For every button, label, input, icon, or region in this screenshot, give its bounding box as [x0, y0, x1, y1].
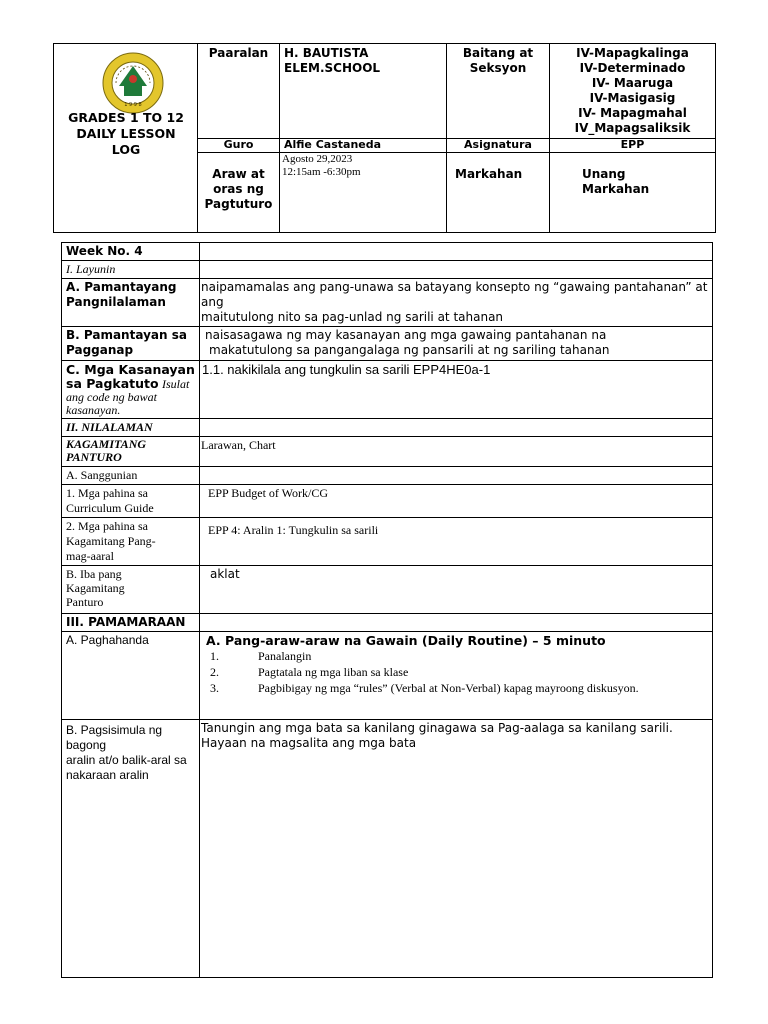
pamamaraan-empty	[200, 614, 713, 632]
guro-label: Guro	[198, 139, 280, 153]
week-label: Week No. 4	[62, 243, 200, 261]
markahan-label: Markahan	[447, 153, 550, 233]
time-line: 12:15am -6:30pm	[282, 166, 361, 178]
school-line: ELEM.SCHOOL	[284, 61, 381, 75]
quarter-line: Markahan	[582, 182, 650, 196]
list-item	[206, 680, 708, 696]
dll-title	[58, 110, 194, 158]
kasanayan-label	[62, 361, 200, 419]
label-line: Pagganap	[66, 343, 134, 357]
araw-line: Araw at	[212, 167, 265, 181]
text-line: maitutulong nito sa pag-unlad ng sarili at tahanan	[201, 310, 504, 324]
iba-label	[62, 566, 200, 614]
pagganap-text	[200, 327, 713, 361]
baitang-line: Baitang at	[462, 46, 534, 60]
section-item: IV- Mapagmahal	[578, 106, 687, 120]
araw-line: Pagtuturo	[204, 197, 273, 211]
section-item: IV-Mapagkalinga	[576, 46, 689, 60]
list-text: Panalangin	[258, 649, 312, 663]
pamantayang-label	[62, 279, 200, 327]
school-line: H. BAUTISTA	[284, 46, 369, 60]
araw-label	[198, 153, 280, 233]
pagganap-label	[62, 327, 200, 361]
layunin-empty	[200, 261, 713, 279]
list-text: Pagbibigay ng mga “rules” (Verbal at Non-Verbal) kapag mayroong diskusyon.	[258, 681, 639, 695]
asignatura-label: Asignatura	[447, 139, 550, 153]
sanggunian-empty	[200, 467, 713, 485]
pagsisimula-text	[200, 720, 713, 978]
label-line: Pangnilalaman	[66, 295, 166, 309]
pamamaraan-heading: III. PAMAMARAAN	[62, 614, 200, 632]
school-cell	[280, 44, 447, 139]
label-line: 2. Mga pahina sa	[66, 519, 148, 533]
sections-cell	[550, 44, 716, 139]
text-line: naisasagawa ng may kasanayan ang mga gawaing pantahanan na	[205, 328, 607, 342]
week-value	[200, 243, 713, 261]
label-line: aralin at/o balik-aral sa	[66, 753, 187, 767]
paghahanda-content	[200, 632, 713, 720]
title-line: LOG	[111, 142, 141, 157]
label-line: nakaraan aralin	[66, 768, 149, 782]
araw-line: oras ng	[213, 182, 264, 196]
list-item	[206, 664, 708, 680]
date-time-cell	[280, 153, 447, 233]
quarter-line: Unang	[582, 167, 626, 181]
teacher-name: Alfie Castaneda	[280, 139, 447, 153]
label-line: A. Pamantayang	[66, 280, 177, 294]
section-item: IV-Masigasig	[589, 91, 676, 105]
sanggunian-label: A. Sanggunian	[62, 467, 200, 485]
list-item	[206, 648, 708, 664]
iba-text: aklat	[200, 566, 713, 614]
section-item: IV_Mapagsaliksik	[574, 121, 691, 135]
label-line: B. Pagsisimula ng bagong	[66, 723, 163, 752]
label-line: Kagamitang Pang-	[66, 534, 156, 548]
routine-list	[206, 648, 708, 696]
section-item: IV-Determinado	[579, 61, 686, 75]
routine-title: A. Pang-araw-araw na Gawain (Daily Routine) – 5 minuto	[206, 633, 606, 648]
text-line: makatutulong sa pangangalaga ng pansarili at ng sariling tahanan	[209, 343, 610, 357]
text-line: Hayaan na magsalita ang mga bata	[201, 736, 417, 750]
nilalaman-heading: II. NILALAMAN	[62, 419, 200, 437]
baitang-label	[447, 44, 550, 139]
label-line: Panturo	[66, 595, 104, 609]
label-line: Curriculum Guide	[66, 501, 154, 515]
header-table	[53, 43, 716, 233]
layunin-heading: I. Layunin	[62, 261, 200, 279]
list-num: 2.	[210, 665, 219, 679]
text-line: Tanungin ang mga bata sa kanilang ginagawa sa Pag-aalaga sa kanilang sarili.	[201, 721, 673, 735]
section-item: IV- Maaruga	[591, 76, 674, 90]
paghahanda-label: A. Paghahanda	[62, 632, 200, 720]
kasanayan-note: Isulat ang code ng bawat kasanayan.	[66, 377, 190, 417]
curriculum-text: EPP Budget of Work/CG	[200, 485, 713, 518]
label-line: B. Pamantayan sa	[66, 328, 187, 342]
baitang-line: Seksyon	[469, 61, 527, 75]
paaralan-label-text: Paaralan	[208, 46, 269, 60]
title-line: DAILY LESSON	[76, 126, 176, 141]
kagamitang-pang-label	[62, 518, 200, 566]
pamantayang-text	[200, 279, 713, 327]
label-line: B. Iba pang	[66, 567, 122, 581]
kagamitang-pang-text: EPP 4: Aralin 1: Tungkulin sa sarili	[200, 518, 713, 566]
list-num: 1.	[210, 649, 219, 663]
label-line: 1. Mga pahina sa	[66, 486, 148, 500]
curriculum-label	[62, 485, 200, 518]
school-division-logo	[102, 52, 164, 118]
kasanayan-text: 1.1. nakikilala ang tungkulin sa sarili EPP4HE0a-1	[200, 361, 713, 419]
label-line: KAGAMITANG	[66, 437, 147, 451]
label-line: mag-aaral	[66, 549, 114, 563]
pagsisimula-label	[62, 720, 200, 978]
title-line: GRADES 1 TO 12	[68, 110, 184, 125]
nilalaman-empty	[200, 419, 713, 437]
title-cell	[54, 44, 198, 233]
date-line: Agosto 29,2023	[282, 153, 353, 165]
label-line: Kagamitang	[66, 581, 125, 595]
list-text: Pagtatala ng mga liban sa klase	[258, 665, 409, 679]
subject-value: EPP	[550, 139, 716, 153]
label-line: sa Pagkatuto	[66, 376, 159, 391]
lesson-table	[61, 242, 713, 978]
logo-year: 1 9 9 8	[124, 102, 142, 108]
label-line: PANTURO	[66, 450, 122, 464]
quarter-cell	[550, 153, 716, 233]
label-line: C. Mga Kasanayan	[66, 362, 195, 377]
kagamitang-label	[62, 437, 200, 467]
paaralan-label	[198, 44, 280, 139]
list-num: 3.	[210, 681, 219, 695]
kagamitang-text: Larawan, Chart	[200, 437, 713, 467]
text-line: naipamamalas ang pang-unawa sa batayang konsepto ng “gawaing pantahanan” at ang	[201, 280, 708, 309]
